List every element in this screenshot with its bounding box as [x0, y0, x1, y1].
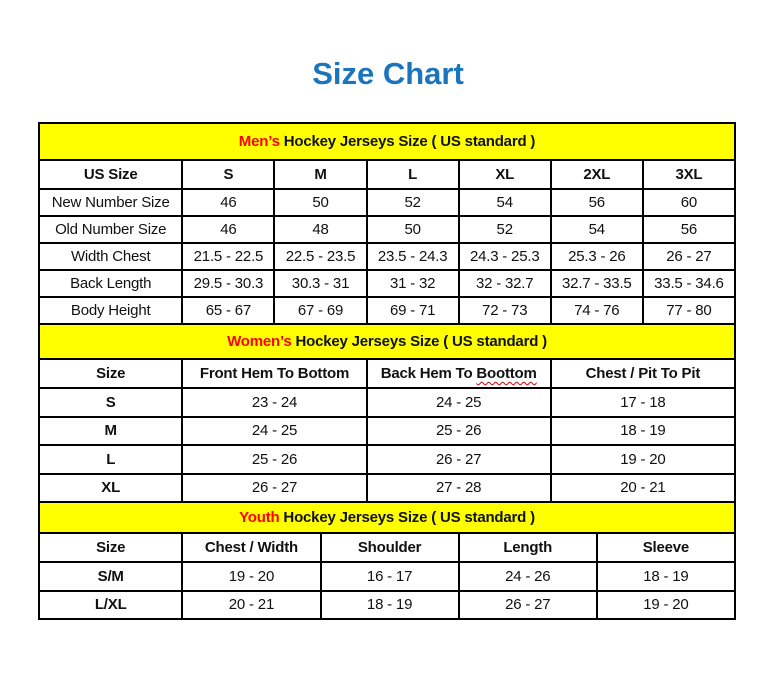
column-header: Sleeve — [597, 533, 735, 562]
mens-band-highlight: Men’s — [238, 133, 280, 150]
table-row — [39, 417, 735, 446]
size-value: 24.3 - 25.3 — [459, 243, 551, 270]
size-value: 25 - 26 — [182, 445, 366, 474]
size-value: 30.3 - 31 — [274, 270, 366, 297]
column-header: L — [367, 160, 459, 189]
row-label: Old Number Size — [39, 216, 182, 243]
size-value: 20 - 21 — [182, 591, 320, 620]
page-title: Size Chart — [312, 56, 464, 91]
size-value: 26 - 27 — [643, 243, 735, 270]
size-value: 26 - 27 — [182, 474, 366, 503]
size-value: 24 - 26 — [459, 562, 597, 591]
size-value: 32.7 - 33.5 — [551, 270, 643, 297]
mens-band-rest: Hockey Jerseys Size ( US standard ) — [279, 133, 536, 150]
size-value: 17 - 18 — [551, 388, 735, 417]
size-value: 33.5 - 34.6 — [643, 270, 735, 297]
size-value: 56 — [643, 216, 735, 243]
row-label: Body Height — [39, 297, 182, 324]
size-value: 21.5 - 22.5 — [182, 243, 274, 270]
size-value: 26 - 27 — [367, 445, 551, 474]
column-header: XL — [459, 160, 551, 189]
row-label: S/M — [39, 562, 182, 591]
table-row — [39, 189, 735, 216]
womens-band-highlight: Women’s — [227, 333, 292, 350]
size-value: 31 - 32 — [367, 270, 459, 297]
womens-section-band — [39, 324, 735, 359]
column-header: M — [274, 160, 366, 189]
column-header: S — [182, 160, 274, 189]
column-header: 2XL — [551, 160, 643, 189]
row-label: Width Chest — [39, 243, 182, 270]
size-value: 19 - 20 — [551, 445, 735, 474]
size-value: 23 - 24 — [182, 388, 366, 417]
size-value: 56 — [551, 189, 643, 216]
column-header-text: Back Hem To — [380, 365, 477, 382]
size-value: 20 - 21 — [551, 474, 735, 503]
table-row — [39, 216, 735, 243]
size-value: 24 - 25 — [367, 388, 551, 417]
row-label: Back Length — [39, 270, 182, 297]
size-value: 48 — [274, 216, 366, 243]
youth-size-table — [38, 501, 736, 620]
column-header: 3XL — [643, 160, 735, 189]
size-value: 19 - 20 — [597, 591, 735, 620]
youth-section-band-row — [39, 502, 735, 533]
womens-section-band-row — [39, 324, 735, 359]
womens-size-table — [38, 323, 736, 503]
table-row — [39, 297, 735, 324]
table-row — [39, 388, 735, 417]
table-row — [39, 474, 735, 503]
row-label: New Number Size — [39, 189, 182, 216]
column-header: Chest / Width — [182, 533, 320, 562]
size-value: 16 - 17 — [321, 562, 459, 591]
size-value: 18 - 19 — [321, 591, 459, 620]
size-value: 23.5 - 24.3 — [367, 243, 459, 270]
womens-header-row — [39, 359, 735, 388]
table-row — [39, 243, 735, 270]
column-header — [367, 359, 551, 388]
size-value: 54 — [459, 189, 551, 216]
youth-section-band — [39, 502, 735, 533]
row-label: L/XL — [39, 591, 182, 620]
womens-band-rest: Hockey Jerseys Size ( US standard ) — [291, 333, 547, 350]
size-value: 52 — [367, 189, 459, 216]
size-value: 46 — [182, 189, 274, 216]
table-row — [39, 562, 735, 591]
size-value: 26 - 27 — [459, 591, 597, 620]
size-value: 25 - 26 — [367, 417, 551, 446]
column-header: Size — [39, 359, 182, 388]
size-value: 67 - 69 — [274, 297, 366, 324]
youth-band-rest: Hockey Jerseys Size ( US standard ) — [279, 509, 535, 526]
size-value: 65 - 67 — [182, 297, 274, 324]
column-header: US Size — [39, 160, 182, 189]
size-value: 18 - 19 — [597, 562, 735, 591]
size-value: 50 — [274, 189, 366, 216]
size-value: 19 - 20 — [182, 562, 320, 591]
size-value: 27 - 28 — [367, 474, 551, 503]
size-value: 54 — [551, 216, 643, 243]
table-row — [39, 270, 735, 297]
row-label: S — [39, 388, 182, 417]
size-value: 24 - 25 — [182, 417, 366, 446]
column-header: Shoulder — [321, 533, 459, 562]
mens-header-row — [39, 160, 735, 189]
size-value: 60 — [643, 189, 735, 216]
column-header: Chest / Pit To Pit — [551, 359, 735, 388]
size-value: 50 — [367, 216, 459, 243]
column-header: Length — [459, 533, 597, 562]
misspelled-word: Boottom — [476, 365, 537, 382]
size-value: 22.5 - 23.5 — [274, 243, 366, 270]
mens-section-band — [39, 123, 735, 160]
size-value: 18 - 19 — [551, 417, 735, 446]
size-value: 69 - 71 — [367, 297, 459, 324]
mens-size-table — [38, 122, 736, 325]
size-value: 29.5 - 30.3 — [182, 270, 274, 297]
size-value: 52 — [459, 216, 551, 243]
mens-section-band-row — [39, 123, 735, 160]
table-row — [39, 445, 735, 474]
size-value: 72 - 73 — [459, 297, 551, 324]
column-header: Front Hem To Bottom — [182, 359, 366, 388]
table-row — [39, 591, 735, 620]
row-label: L — [39, 445, 182, 474]
row-label: XL — [39, 474, 182, 503]
size-value: 32 - 32.7 — [459, 270, 551, 297]
youth-header-row — [39, 533, 735, 562]
size-value: 25.3 - 26 — [551, 243, 643, 270]
column-header: Size — [39, 533, 182, 562]
size-chart — [38, 122, 736, 620]
youth-band-highlight: Youth — [239, 509, 280, 526]
size-value: 46 — [182, 216, 274, 243]
size-value: 74 - 76 — [551, 297, 643, 324]
row-label: M — [39, 417, 182, 446]
size-value: 77 - 80 — [643, 297, 735, 324]
